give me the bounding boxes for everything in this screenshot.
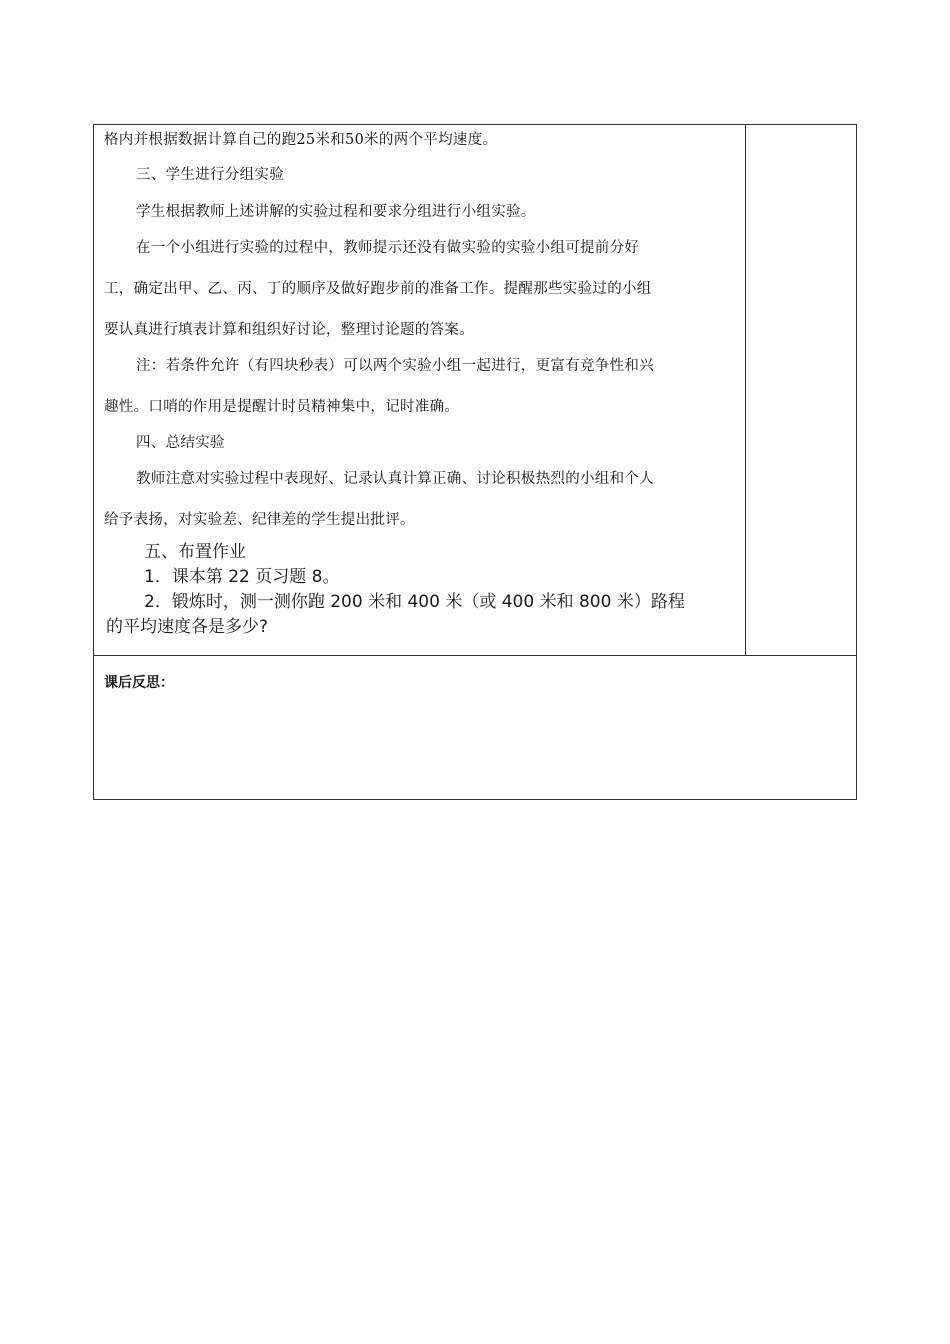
- section-heading: 三、学生进行分组实验: [136, 167, 284, 183]
- lesson-content-cell: [94, 125, 746, 655]
- notes-side-cell: [746, 125, 856, 655]
- section-heading: 四、总结实验: [136, 435, 225, 451]
- note-line: 趣性。口哨的作用是提醒计时员精神集中，记时准确。: [104, 399, 460, 415]
- text-line: 给予表扬，对实验差、纪律差的学生提出批评。: [104, 512, 415, 528]
- text-line: 工，确定出甲、乙、丙、丁的顺序及做好跑步前的准备工作。提醒那些实验过的小组: [104, 281, 652, 297]
- text-line: 要认真进行填表计算和组织好讨论，整理讨论题的答案。: [104, 322, 474, 338]
- homework-item-continued: 的平均速度各是多少?: [106, 617, 269, 637]
- lesson-table: [93, 124, 857, 800]
- note-line: 注：若条件允许（有四块秒表）可以两个实验小组一起进行，更富有竞争性和兴: [136, 358, 654, 374]
- homework-item: 2．锻炼时，测一测你跑 200 米和 400 米（或 400 米和 800 米）路程: [144, 592, 685, 612]
- reflection-title: 课后反思：: [104, 675, 174, 691]
- homework-item: 1．课本第 22 页习题 8。: [144, 567, 340, 587]
- text-line: 在一个小组进行实验的过程中，教师提示还没有做实验的实验小组可提前分好: [136, 240, 640, 256]
- homework-heading: 五、布置作业: [144, 542, 246, 562]
- reflection-cell: [94, 656, 856, 799]
- text-line: 学生根据教师上述讲解的实验过程和要求分组进行小组实验。: [136, 204, 536, 220]
- text-line: 格内并根据数据计算自己的跑25米和50米的两个平均速度。: [104, 132, 498, 148]
- text-line: 教师注意对实验过程中表现好、记录认真计算正确、讨论积极热烈的小组和个人: [136, 471, 654, 487]
